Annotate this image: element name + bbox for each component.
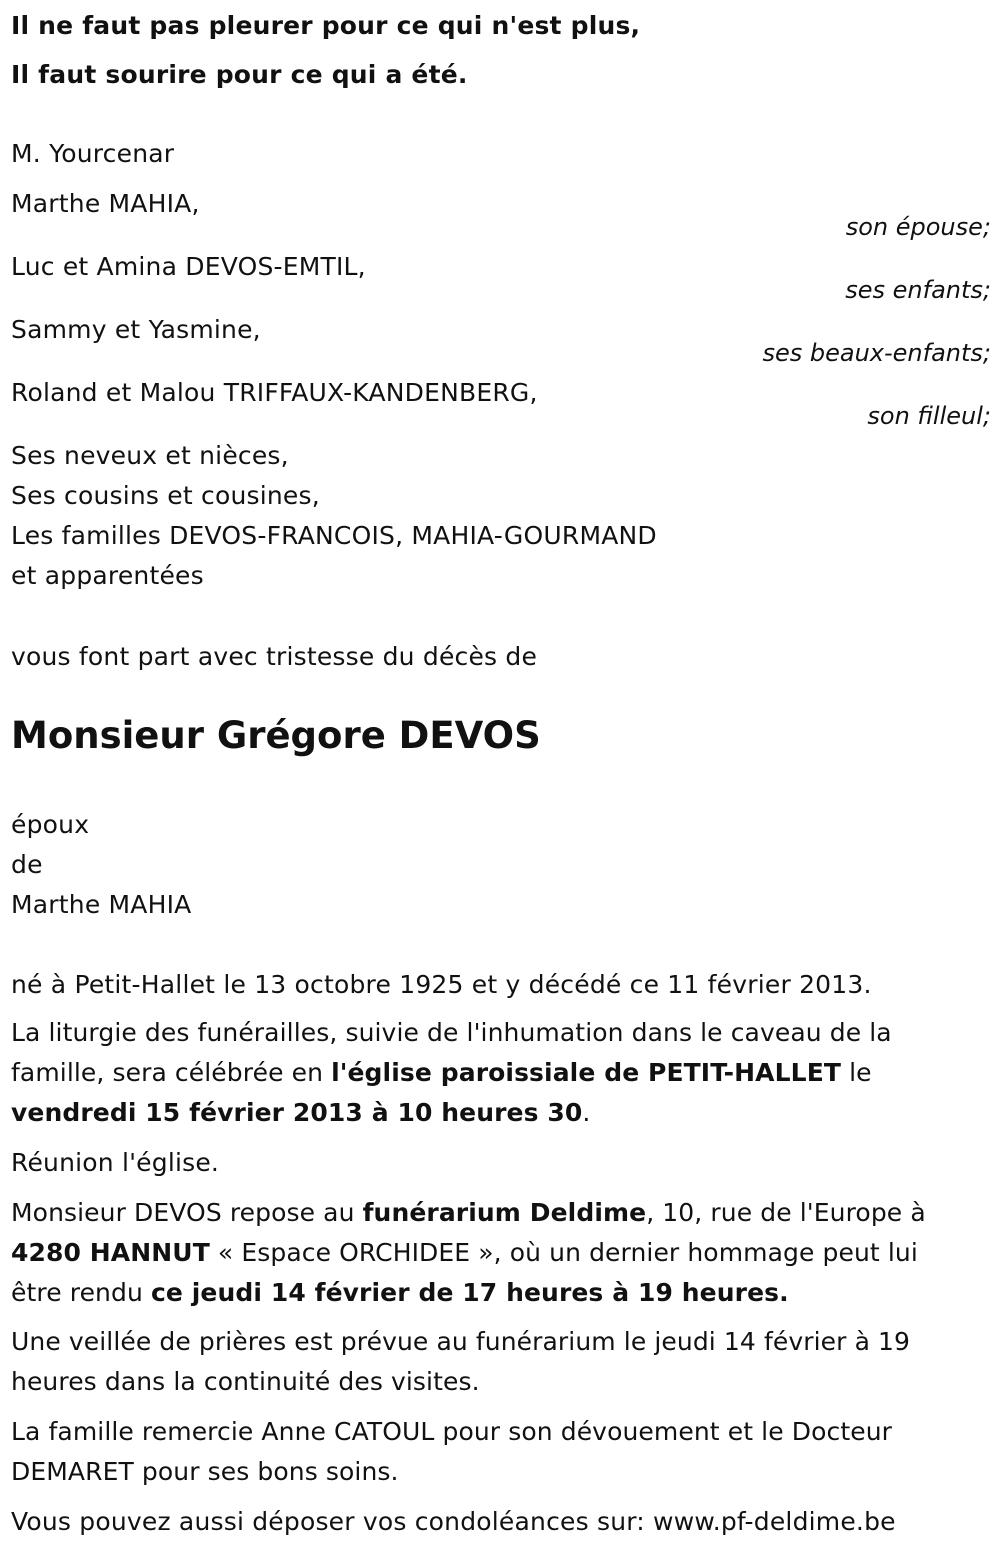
thanks-paragraph: La famille remercie Anne CATOUL pour son dévouement et le Docteur DEMARET pour ses bons soins. bbox=[11, 1417, 893, 1486]
epitaph-author: M. Yourcenar bbox=[11, 139, 175, 168]
announcement-text: vous font part avec tristesse du décès de bbox=[11, 642, 538, 671]
family-member-name: Luc et Amina DEVOS-EMTIL, bbox=[11, 252, 366, 281]
relatives-line: Ses neveux et nièces, bbox=[11, 441, 289, 470]
relatives-line: et apparentées bbox=[11, 561, 204, 590]
condolences-text: Vous pouvez aussi déposer vos condoléances sur: www.pf-deldime.be bbox=[11, 1507, 896, 1536]
family-member-name: Marthe MAHIA, bbox=[11, 189, 200, 218]
family-member-relation: son filleul; bbox=[867, 402, 991, 430]
family-member-name: Sammy et Yasmine, bbox=[11, 315, 261, 344]
epitaph-line-2: Il faut sourire pour ce qui a été. bbox=[11, 60, 468, 89]
family-member-relation: ses enfants; bbox=[845, 276, 991, 304]
family-member-relation: ses beaux-enfants; bbox=[762, 339, 991, 367]
visitation-text: , 10, rue de l'Europe à bbox=[646, 1198, 926, 1227]
epitaph-line-1: Il ne faut pas pleurer pour ce qui n'est plus, bbox=[11, 11, 641, 40]
spouse-line: de bbox=[11, 850, 43, 879]
visitation-datetime: ce jeudi 14 février de 17 heures à 19 heures. bbox=[150, 1278, 789, 1307]
spouse-line: époux bbox=[11, 810, 90, 839]
deceased-name: Monsieur Grégore DEVOS bbox=[11, 714, 541, 757]
funeral-place: l'église paroissiale de PETIT-HALLET bbox=[331, 1058, 842, 1087]
visitation-city: 4280 HANNUT bbox=[11, 1238, 210, 1267]
vigil-paragraph: Une veillée de prières est prévue au funérarium le jeudi 14 février à 19 heures dans la continuité des visites. bbox=[11, 1327, 911, 1396]
visitation-text: « Espace ORCHIDEE », où un dernier hommage peut lui être rendu bbox=[11, 1238, 918, 1307]
reunion-text: Réunion l'église. bbox=[11, 1148, 220, 1177]
birth-death-text: né à Petit-Hallet le 13 octobre 1925 et y décédé ce 11 février 2013. bbox=[11, 970, 872, 999]
funeral-datetime: vendredi 15 février 2013 à 10 heures 30 bbox=[11, 1098, 583, 1127]
visitation-paragraph bbox=[11, 1193, 971, 1313]
funeral-text: . bbox=[582, 1098, 591, 1127]
relatives-line: Les familles DEVOS-FRANCOIS, MAHIA-GOURMAND bbox=[11, 521, 657, 550]
relatives-line: Ses cousins et cousines, bbox=[11, 481, 320, 510]
family-member-relation: son épouse; bbox=[845, 213, 991, 241]
funeral-text: le bbox=[841, 1058, 872, 1087]
funeral-paragraph bbox=[11, 1013, 971, 1133]
spouse-line: Marthe MAHIA bbox=[11, 890, 192, 919]
visitation-text: Monsieur DEVOS repose au bbox=[11, 1198, 363, 1227]
family-member-name: Roland et Malou TRIFFAUX-KANDENBERG, bbox=[11, 378, 538, 407]
funeral-text: La liturgie des funérailles, suivie de l'inhumation dans le caveau de la famille, sera célébrée en bbox=[11, 1018, 892, 1087]
visitation-place: funérarium Deldime bbox=[362, 1198, 647, 1227]
